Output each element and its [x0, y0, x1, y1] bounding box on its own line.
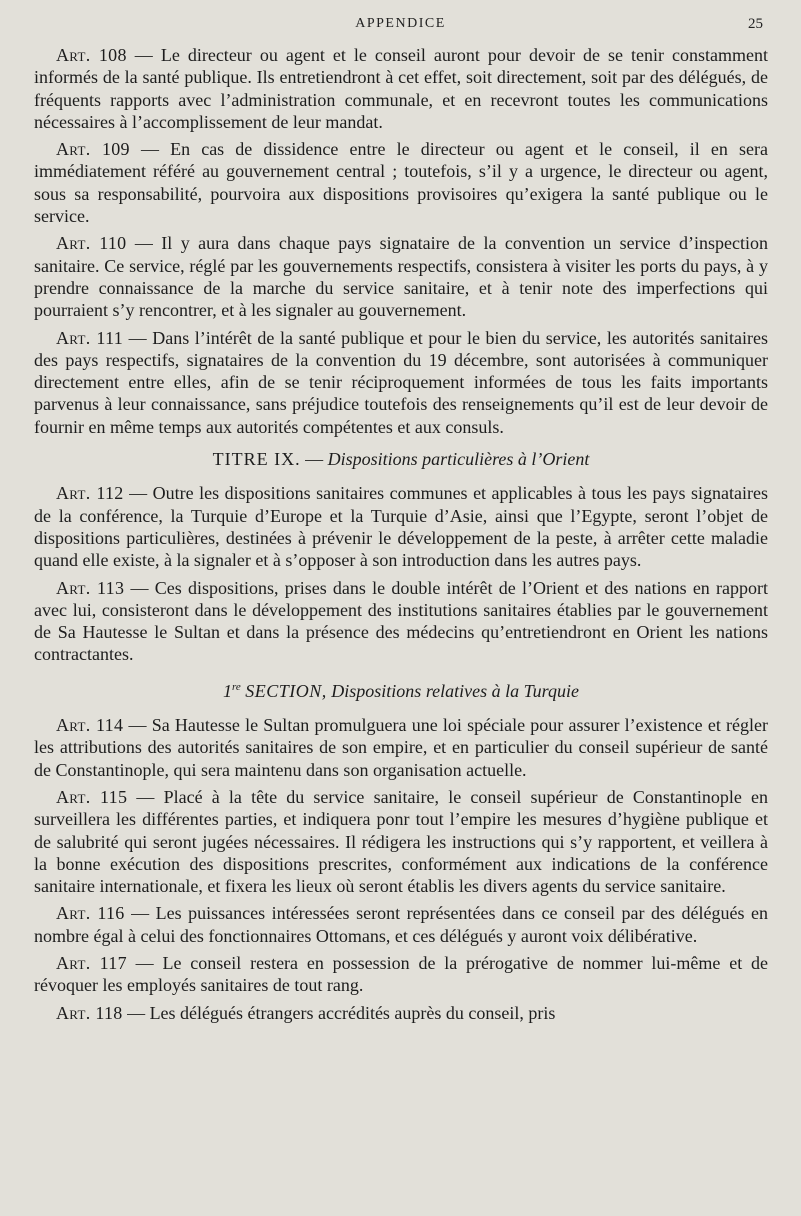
article-text: — Ces dispositions, prises dans le double intérêt de l’Orient et des nations en rapport avec lui, consisteront dans le développement des institutions sanitaires établies par le gouvernement de Sa Hautesse le Sultan et dans la présence des médecins qu’entretiendront en Orient les nations contractantes.: [34, 577, 769, 665]
running-head: APPENDICE: [355, 16, 446, 31]
article-text: — Outre les dispositions sanitaires communes et applicables à tous les pays signataires de la conférence, la Turquie d’Europe et la Turquie d’Asie, ainsi que l’Egypte, seront l’objet de dispositions particulières, destinées à prévenir le développement de la peste, à arrêter cette maladie quand elle existe, à la signaler et à s’opposer à son introduction dans les autres pays.: [34, 483, 769, 571]
article-label: Art. 108: [56, 45, 127, 65]
article-text: — Placé à la tête du service sanitaire, le conseil supérieur de Constantinople en surveillera les différentes parties, et indiquera ponr tout l’empire les mesures d’hygiène publique et de salubrité qui seront jugées nécessaires. Il rédigera les instructions qui s’y rapportent, et veillera à la bonne exécution des dispositions prescrites, conformément aux indications de la conférence sanitaire internationale, et fixera les lieux où seront établis les divers agents du service sanitaire.: [34, 786, 769, 897]
article-label: Art. 115: [56, 786, 128, 807]
title-dash: —: [300, 449, 328, 470]
section-text: Dispositions relatives à la Turquie: [331, 680, 579, 701]
article-text: — Le directeur ou agent et le conseil auront pour devoir de se tenir constamment informés de la santé publique. Ils entretiendront à cet effet, soit directement, soit par des délégués, de fréquents rapports avec l’administration communale, et en recevront toutes les communications nécessaires à l’accomplissement de leur mandat.: [34, 45, 769, 132]
article-text: — Les puissances intéressées seront représentées dans ce conseil par des délégués en nombre égal à celui des fonctionnaires Ottomans, et ces délégués y auront voix délibérative.: [34, 903, 768, 946]
article-115: [34, 786, 768, 897]
article-label: Art. 111: [56, 327, 123, 348]
title-label: TITRE IX.: [212, 449, 301, 470]
section-name: SECTION,: [245, 680, 327, 701]
article-116: [34, 902, 768, 947]
article-text: — En cas de dissidence entre le directeur ou agent et le conseil, il en sera immédiatement référé au gouvernement central ; toutefois, s’il y a urgence, le directeur ou agent, sous sa responsabilité, pourvoira aux dispositions provisoires qu’exigera la santé publique ou le service.: [34, 139, 768, 227]
article-label: Art. 117: [56, 952, 127, 973]
article-text: — Dans l’intérêt de la santé publique et pour le bien du service, les autorités sanitaires des pays respectifs, signataires de la convention du 19 décembre, sont autorisées à communiquer directement entre elles, afin de se tenir réciproquement informées de tous les faits importants parvenus à leur connaissance, sans préjudice toutefois des renseignements qu’il est de leur devoir de fournir en même temps aux autorités compétentes et aux consuls.: [34, 327, 768, 437]
article-110: [34, 232, 768, 321]
article-label: Art. 110: [56, 233, 127, 254]
title-ix-heading: [34, 448, 768, 470]
article-117: [34, 952, 768, 997]
article-text: — Sa Hautesse le Sultan promulguera une loi spéciale pour assurer l’existence et régler les attributions des autorités sanitaires de son empire, et en particulier du conseil supérieur de santé de Constantinople, qui sera maintenu dans son organisation actuelle.: [34, 715, 769, 780]
article-108: [34, 44, 768, 133]
article-label: Art. 109: [56, 139, 130, 160]
article-text: — Les délégués étrangers accrédités auprès du conseil, pris: [122, 1002, 556, 1023]
article-118: [34, 1002, 768, 1024]
section-1-heading: [34, 676, 768, 702]
article-109: [34, 138, 768, 227]
page-number: 25: [748, 16, 763, 32]
article-111: [34, 327, 768, 438]
article-text: — Le conseil restera en possession de la prérogative de nommer lui-même et de révoquer les employés sanitaires de tout rang.: [34, 952, 768, 996]
article-113: [34, 577, 768, 666]
article-114: [34, 714, 768, 781]
page-header: [0, 16, 801, 38]
article-label: Art. 118: [56, 1002, 123, 1023]
article-label: Art. 112: [56, 483, 124, 504]
title-text: Dispositions particulières à l’Orient: [327, 449, 590, 470]
article-label: Art. 113: [56, 577, 125, 598]
article-112: [34, 482, 768, 571]
page-body: [34, 44, 768, 1029]
section-ordinal-suffix: re: [232, 680, 241, 693]
section-ordinal: [223, 681, 241, 701]
article-label: Art. 114: [56, 715, 124, 736]
section-ordinal-number: 1: [223, 680, 233, 701]
article-text: — Il y aura dans chaque pays signataire de la convention un service d’inspection sanitaire. Ce service, réglé par les gouvernements respectifs, consistera à visiter les ports du pays, à y prendre connaissance de la marche du service sanitaire, et à tenir note des imperfections qui pourraient s’y rencontrer, et à les signaler au gouvernement.: [34, 233, 769, 321]
article-label: Art. 116: [56, 903, 125, 924]
